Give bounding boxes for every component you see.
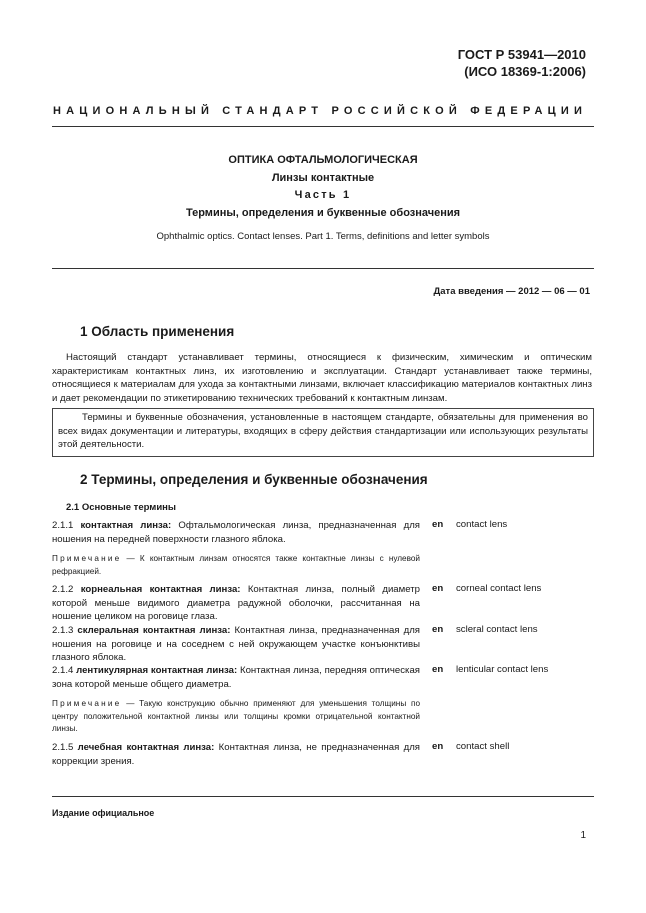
note-1 — [52, 553, 420, 578]
term-name: корнеальная контактная линза: — [80, 584, 241, 595]
section-1-heading: 1 Область применения — [80, 324, 235, 339]
term-2-1-5 — [52, 741, 420, 768]
footer-rule — [52, 796, 594, 797]
title-line-4: Термины, определения и буквенные обозначения — [185, 207, 461, 219]
term-number: 2.1.4 — [52, 665, 74, 676]
term-english: corneal contact lens — [456, 583, 542, 594]
title-line-1: ОПТИКА ОФТАЛЬМОЛОГИЧЕСКАЯ — [228, 154, 418, 166]
term-name: лечебная контактная линза: — [77, 742, 215, 753]
term-2-1-2 — [52, 583, 420, 624]
note-label: Примечание — [52, 699, 122, 708]
gost-number-block — [458, 46, 586, 80]
title-line-2: Линзы контактные — [271, 172, 375, 184]
term-english: contact shell — [456, 741, 510, 752]
note-text: — К контактным линзам относятся также контактные линзы с нулевой рефракцией. — [52, 554, 420, 576]
header-rule — [52, 126, 594, 127]
term-definition: Контактная линза, не предназначенная для коррекции зрения. — [52, 742, 420, 767]
term-number: 2.1.5 — [52, 742, 74, 753]
term-name: контактная линза: — [80, 520, 172, 531]
iso-number: (ИСО 18369-1:2006) — [464, 64, 586, 79]
term-english: lenticular contact lens — [456, 664, 549, 675]
term-lang-tag: en — [432, 624, 444, 635]
title-rule — [52, 268, 594, 269]
term-lang-tag: en — [432, 583, 444, 594]
section-1-boxed-paragraph: Термины и буквенные обозначения, установленные в настоящем стандарте, обязательны для применения во всех видах документации и литературы, входящих в сферу действия стандартизации или использующих результаты этой деятельности. — [52, 408, 594, 457]
section-2-1-subheading: 2.1 Основные термины — [66, 502, 177, 513]
official-edition-label: Издание официальное — [52, 808, 155, 818]
term-english: contact lens — [456, 519, 508, 530]
title-line-3: Часть 1 — [294, 189, 352, 201]
term-definition: Офтальмологическая линза, предназначенная для ношения на передней поверхности глазного яблока. — [52, 520, 420, 545]
gost-number: ГОСТ Р 53941—2010 — [457, 47, 586, 62]
term-lang-tag: en — [432, 664, 444, 675]
term-english: scleral contact lens — [456, 624, 538, 635]
note-text: — Такую конструкцию обычно применяют для уменьшения толщины по центру положительной контактной линзы или толщины кромки отрицательной контактной линзы. — [52, 699, 420, 733]
term-number: 2.1.1 — [52, 520, 74, 531]
term-name: лентикулярная контактная линза: — [76, 665, 238, 676]
english-title: Ophthalmic optics. Contact lenses. Part 1. Terms, definitions and letter symbols — [156, 231, 490, 242]
term-definition: Контактная линза, полный диаметр которой меньше видимого диаметра радужной оболочки, рассчитанная на ношение целиком на роговице глаза. — [52, 584, 420, 622]
term-2-1-3 — [52, 624, 420, 665]
national-standard-heading: НАЦИОНАЛЬНЫЙ СТАНДАРТ РОССИЙСКОЙ ФЕДЕРАЦИИ — [53, 105, 588, 117]
note-label: Примечание — [52, 554, 122, 563]
page-number: 1 — [580, 830, 586, 841]
term-definition: Контактная линза, предназначенная для ношения на роговице и на соседнем с ней окружающем участке конъюнктивы глазного яблока. — [52, 625, 421, 663]
section-1-paragraph: Настоящий стандарт устанавливает термины, относящиеся к физическим, химическим и оптическим характеристикам контактных линз, их изготовлению и эксплуатации. Стандарт устанавливает также термины, относящиеся к материалам для ухода за контактными линзами, включает классификацию материалов контактных линз и дает рекомендации по этикетированию технических требований к контактным линзам. — [52, 352, 592, 404]
term-number: 2.1.2 — [52, 584, 74, 595]
section-2-heading: 2 Термины, определения и буквенные обозначения — [80, 472, 428, 487]
term-lang-tag: en — [432, 741, 444, 752]
term-number: 2.1.3 — [52, 625, 74, 636]
note-2 — [52, 698, 420, 736]
term-name: склеральная контактная линза: — [77, 625, 231, 636]
term-lang-tag: en — [432, 519, 444, 530]
term-2-1-1 — [52, 519, 420, 546]
term-2-1-4 — [52, 664, 420, 691]
introduction-date: Дата введения — 2012 — 06 — 01 — [433, 286, 590, 297]
term-definition: Контактная линза, передняя оптическая зона которой меньше общего диаметра. — [52, 665, 420, 690]
